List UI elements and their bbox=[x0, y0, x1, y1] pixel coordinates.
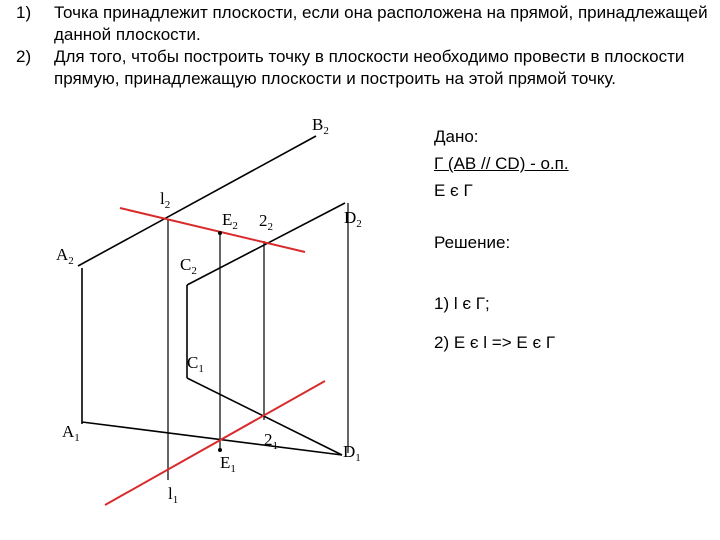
given-plane-text: Г (AB // CD) - о.п. bbox=[434, 154, 569, 173]
line-l1 bbox=[105, 381, 325, 505]
given-point: E є Г bbox=[434, 181, 473, 200]
label-l2: $l_2$ bbox=[160, 189, 171, 211]
solution-title: Решение: bbox=[434, 233, 511, 252]
label-B2: $B_2$ bbox=[312, 115, 329, 137]
label-A1: $A_1$ bbox=[62, 422, 80, 444]
label-2-1: $2_1$ bbox=[264, 430, 278, 452]
label-E1: $E_1$ bbox=[220, 453, 236, 475]
solution-step-1: 1) l є Г; bbox=[434, 294, 490, 313]
rule-number-2: 2) bbox=[16, 47, 32, 66]
rule-text-2: Для того, чтобы построить точку в плоскости необходимо провести в плоскости прямую, принадлежащую плоскости и построить на этой прямой точку. bbox=[54, 47, 685, 88]
label-C2: $C_2$ bbox=[180, 255, 197, 277]
label-A2: $A_2$ bbox=[56, 245, 74, 267]
label-D2: $D_2$ bbox=[344, 208, 362, 230]
label-C1: $C_1$ bbox=[187, 353, 204, 375]
rule-text-1: Точка принадлежит плоскости, если она расположена на прямой, принадлежащей данной плоскости. bbox=[54, 3, 708, 44]
given-title: Дано: bbox=[434, 127, 479, 146]
label-E2: $E_2$ bbox=[222, 210, 238, 232]
solution-step-2: 2) E є l => E є Г bbox=[434, 333, 556, 352]
label-2-2: $2_2$ bbox=[259, 211, 273, 233]
point-E2 bbox=[218, 231, 222, 235]
rule-number-1: 1) bbox=[16, 3, 32, 22]
label-D1: $D_1$ bbox=[343, 442, 361, 464]
point-E1 bbox=[218, 448, 222, 452]
label-l1: $l_1$ bbox=[168, 484, 179, 506]
given-plane bbox=[434, 153, 569, 175]
line-A1 bbox=[82, 422, 342, 455]
line-l2 bbox=[120, 208, 305, 252]
